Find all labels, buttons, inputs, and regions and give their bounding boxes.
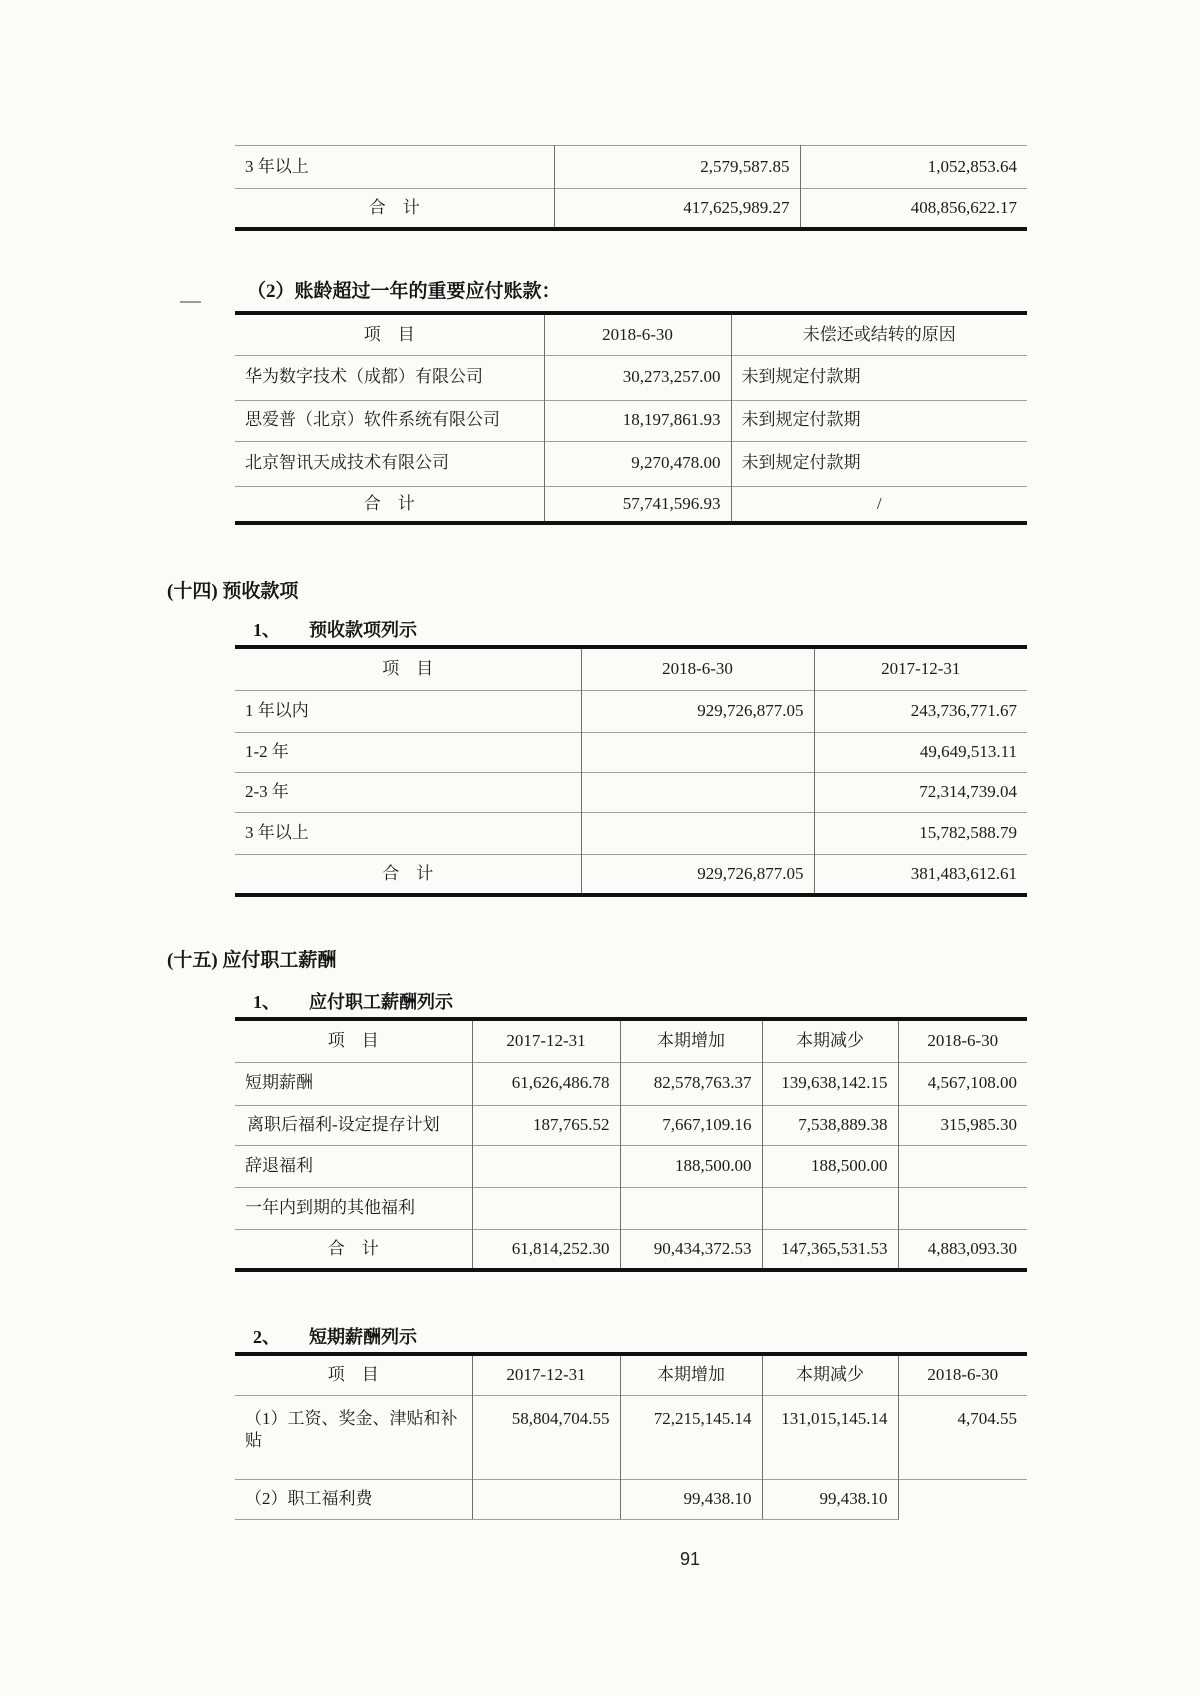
table-cell: 929,726,877.05	[581, 854, 814, 895]
table-cell	[472, 1479, 620, 1519]
table-row	[235, 1187, 1027, 1229]
table-cell	[472, 1145, 620, 1187]
table-cell: 61,626,486.78	[472, 1062, 620, 1105]
subheading-number: 2、	[253, 1327, 280, 1347]
section-15-subheading-1	[253, 988, 453, 1014]
column-header: 2018-6-30	[581, 647, 814, 690]
table-cell: （2）职工福利费	[235, 1479, 472, 1519]
table-row-total	[235, 1229, 1027, 1270]
table-cell: 58,804,704.55	[472, 1395, 620, 1479]
table-cell: 未到规定付款期	[731, 355, 1027, 400]
subheading-title: 应付职工薪酬列示	[309, 992, 453, 1012]
table-cell: 华为数字技术（成都）有限公司	[245, 367, 483, 387]
table-header-row	[235, 1354, 1027, 1395]
table-cell	[581, 812, 814, 854]
table-cell: 18,197,861.93	[544, 400, 731, 441]
table-row	[235, 146, 1027, 189]
table-cell: 一年内到期的其他福利	[245, 1197, 415, 1217]
table-row	[235, 1395, 1027, 1479]
payroll-summary-table	[235, 1017, 1027, 1272]
aging-payables-table	[235, 311, 1027, 525]
carryover-table	[235, 145, 1027, 231]
column-header: 2018-6-30	[898, 1019, 1027, 1062]
table-cell: 61,814,252.30	[472, 1229, 620, 1270]
column-header: 项 目	[327, 1031, 379, 1051]
column-header: 2017-12-31	[472, 1019, 620, 1062]
column-header: 项 目	[363, 324, 415, 344]
table-cell: 思爱普（北京）软件系统有限公司	[245, 410, 500, 430]
table-cell: 99,438.10	[620, 1479, 762, 1519]
table-cell: 9,270,478.00	[544, 441, 731, 486]
table-cell: 408,856,622.17	[800, 189, 1027, 229]
table-cell	[898, 1187, 1027, 1229]
table-cell: 合 计	[363, 493, 415, 513]
table-cell: 15,782,588.79	[814, 812, 1027, 854]
table-cell: 4,704.55	[898, 1395, 1027, 1479]
table-cell: 合 计	[382, 863, 434, 883]
margin-dash-mark	[180, 301, 201, 303]
table-cell: 381,483,612.61	[814, 854, 1027, 895]
table-cell: 99,438.10	[762, 1479, 898, 1519]
table-cell: 1 年以内	[245, 700, 309, 720]
table-row	[235, 690, 1027, 732]
table-cell: 合 计	[368, 197, 420, 217]
table-row	[235, 1145, 1027, 1187]
table-cell: 30,273,257.00	[544, 355, 731, 400]
column-header: 项 目	[382, 659, 434, 679]
table-cell: 243,736,771.67	[814, 690, 1027, 732]
table-row	[235, 1479, 1027, 1519]
table-cell: 82,578,763.37	[620, 1062, 762, 1105]
subheading-title: 预收款项列示	[309, 620, 417, 640]
table-cell: 1,052,853.64	[800, 146, 1027, 189]
table-cell: 72,314,739.04	[814, 772, 1027, 812]
table-row	[235, 732, 1027, 772]
table-cell: 188,500.00	[762, 1145, 898, 1187]
table-cell: 72,215,145.14	[620, 1395, 762, 1479]
table-cell: 4,883,093.30	[898, 1229, 1027, 1270]
table-cell: 短期薪酬	[245, 1073, 313, 1093]
table-row-total	[235, 854, 1027, 895]
table-cell: 90,434,372.53	[620, 1229, 762, 1270]
table-cell: 3 年以上	[245, 156, 309, 176]
table-cell: 未到规定付款期	[731, 400, 1027, 441]
table-cell: 49,649,513.11	[814, 732, 1027, 772]
aging-payables-heading: （2）账龄超过一年的重要应付账款：	[247, 281, 561, 302]
table-cell	[581, 772, 814, 812]
table-row	[235, 1105, 1027, 1145]
table-cell: 57,741,596.93	[544, 486, 731, 523]
table-row-total	[235, 189, 1027, 229]
subheading-number: 1、	[253, 992, 280, 1012]
table-cell: 147,365,531.53	[762, 1229, 898, 1270]
table-cell: 7,667,109.16	[620, 1105, 762, 1145]
table-cell: 合 计	[327, 1238, 379, 1258]
section-14-subheading	[253, 616, 417, 642]
column-header: 本期增加	[620, 1019, 762, 1062]
table-cell: 北京智讯天成技术有限公司	[245, 453, 449, 473]
table-cell: 未到规定付款期	[731, 441, 1027, 486]
table-cell: 417,625,989.27	[554, 189, 800, 229]
table-cell	[472, 1187, 620, 1229]
column-header: 本期增加	[620, 1354, 762, 1395]
table-row	[235, 441, 1027, 486]
section-15-heading: (十五) 应付职工薪酬	[167, 950, 337, 971]
subheading-title: 短期薪酬列示	[309, 1327, 417, 1347]
table-cell: （1）工资、奖金、津贴和补贴	[245, 1408, 458, 1450]
table-cell: 辞退福利	[245, 1155, 313, 1175]
table-header-row	[235, 1019, 1027, 1062]
table-cell: 188,500.00	[620, 1145, 762, 1187]
advances-table	[235, 645, 1027, 897]
table-cell: 离职后福利-设定提存计划	[247, 1114, 440, 1134]
column-header: 2017-12-31	[814, 647, 1027, 690]
table-row	[235, 400, 1027, 441]
table-cell	[620, 1187, 762, 1229]
table-cell	[898, 1479, 1027, 1519]
column-header: 2018-6-30	[544, 313, 731, 355]
column-header: 项 目	[327, 1365, 379, 1385]
table-cell: 131,015,145.14	[762, 1395, 898, 1479]
table-header-row	[235, 647, 1027, 690]
table-row	[235, 772, 1027, 812]
table-cell: 139,638,142.15	[762, 1062, 898, 1105]
table-row	[235, 355, 1027, 400]
table-row	[235, 1062, 1027, 1105]
table-cell	[581, 732, 814, 772]
section-14-heading: (十四) 预收款项	[167, 581, 299, 602]
table-cell: 4,567,108.00	[898, 1062, 1027, 1105]
table-cell	[762, 1187, 898, 1229]
table-cell: /	[731, 486, 1027, 523]
table-cell: 7,538,889.38	[762, 1105, 898, 1145]
table-row	[235, 812, 1027, 854]
column-header: 2017-12-31	[472, 1354, 620, 1395]
column-header: 本期减少	[762, 1019, 898, 1062]
table-cell: 187,765.52	[472, 1105, 620, 1145]
table-row-total	[235, 486, 1027, 523]
subheading-number: 1、	[253, 620, 280, 640]
table-cell: 1-2 年	[245, 741, 289, 761]
section-15-subheading-2	[253, 1323, 417, 1349]
table-cell: 315,985.30	[898, 1105, 1027, 1145]
table-cell	[898, 1145, 1027, 1187]
short-term-pay-table	[235, 1352, 1027, 1520]
column-header: 2018-6-30	[898, 1354, 1027, 1395]
table-header-row	[235, 313, 1027, 355]
page-number: 91	[679, 1549, 701, 1569]
column-header: 未偿还或结转的原因	[731, 313, 1027, 355]
table-cell: 3 年以上	[245, 822, 309, 842]
table-cell: 2,579,587.85	[554, 146, 800, 189]
table-cell: 2-3 年	[245, 781, 289, 801]
table-cell: 929,726,877.05	[581, 690, 814, 732]
column-header: 本期减少	[762, 1354, 898, 1395]
